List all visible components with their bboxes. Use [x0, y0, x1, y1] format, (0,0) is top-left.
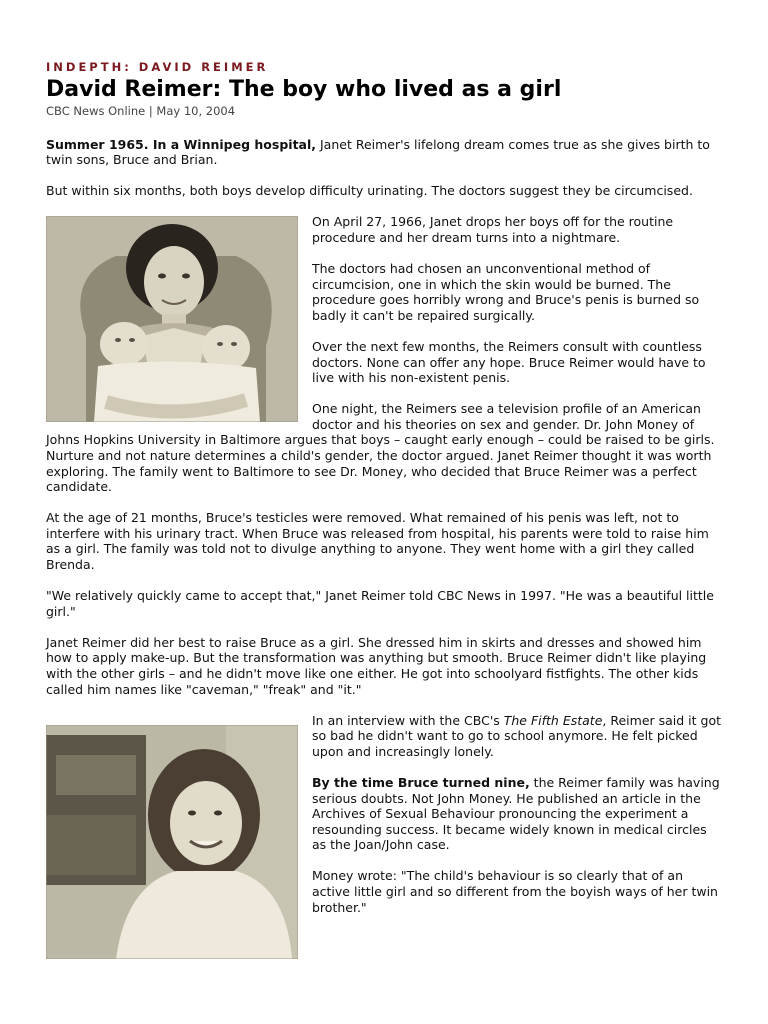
- paragraph-1-text: Janet Reimer's lifelong dream comes true as she gives birth to twin sons, Bruce and Brian.: [46, 136, 710, 168]
- paragraph-7: At the age of 21 months, Bruce's testicles were removed. What remained of his penis was left, not to interfere with his urinary tract. When Bruce was released from hospital, his parents were told to raise him as a girl. The family was told not to divulge anything to anyone. They went home with a girl they called Brenda.: [46, 510, 709, 573]
- paragraph-10-text-a: In an interview with the CBC's: [312, 712, 504, 728]
- paragraph-12: Money wrote: "The child's behaviour is so clearly that of an active little girl and so different from the boyish ways of her twin brother.": [312, 868, 718, 915]
- paragraph-1-lead: Summer 1965. In a Winnipeg hospital,: [46, 136, 317, 152]
- photo-mother-with-twins-image: [46, 216, 298, 422]
- paragraph-9: Janet Reimer did her best to raise Bruce as a girl. She dressed him in skirts and dresses and showed him how to apply make-up. But the transformation was anything but smooth. Bruce Reimer didn't like playing with the other girls – and he didn't move like one either. He got into schoolyard fistfights. The other kids called him names like "caveman," "freak" and "it.": [46, 634, 707, 697]
- photo-child-image: [46, 725, 298, 959]
- paragraph-10-text-b: , Reimer said it got so bad he didn't want to go to school anymore. He felt picked upon and increasingly lonely.: [312, 712, 722, 759]
- section-kicker: INDEPTH: DAVID REIMER: [46, 60, 269, 74]
- photo-mother-with-twins: [46, 216, 298, 422]
- photo-child: [46, 725, 298, 959]
- paragraph-3: On April 27, 1966, Janet drops her boys off for the routine procedure and her dream turns into a nightmare.: [312, 214, 674, 245]
- paragraph-6: One night, the Reimers see a television profile of an American doctor and his theories on sex and gender. Dr. John Money of Johns Hopkins University in Baltimore argues that boys – caught early enough – could be raised to be girls. Nurture and not nature determines a child's gender, the doctor argued. Janet Reimer thought it was worth exploring. The family went to Baltimore to see Dr. Money, who decided that Bruce Reimer was a perfect candidate.: [46, 401, 715, 495]
- article: [46, 60, 722, 963]
- paragraph-5: Over the next few months, the Reimers consult with countless doctors. None can offer any hope. Bruce Reimer would have to live with his non-existent penis.: [312, 338, 706, 386]
- paragraph-1: [46, 137, 722, 168]
- paragraph-8: "We relatively quickly came to accept that," Janet Reimer told CBC News in 1997. "He was a beautiful little girl.": [46, 588, 714, 619]
- paragraph-4: The doctors had chosen an unconventional method of circumcision, one in which the skin would be burned. The procedure goes horribly wrong and Bruce's penis is burned so badly it can't be repaired surgically.: [312, 261, 700, 323]
- program-title: The Fifth Estate: [503, 712, 603, 728]
- byline: CBC News Online | May 10, 2004: [46, 104, 236, 118]
- paragraph-11-lead: By the time Bruce turned nine,: [312, 775, 530, 790]
- paragraph-2: But within six months, both boys develop difficulty urinating. The doctors suggest they be circumcised.: [46, 183, 693, 199]
- headline: David Reimer: The boy who lived as a girl: [46, 77, 562, 102]
- paragraph-11-text: the Reimer family was having serious doubts. Not John Money. He published an article in the Archives of Sexual Behaviour pronouncing the experiment a resounding success. It became widely known in medical circles as the Joan/John case.: [312, 775, 720, 853]
